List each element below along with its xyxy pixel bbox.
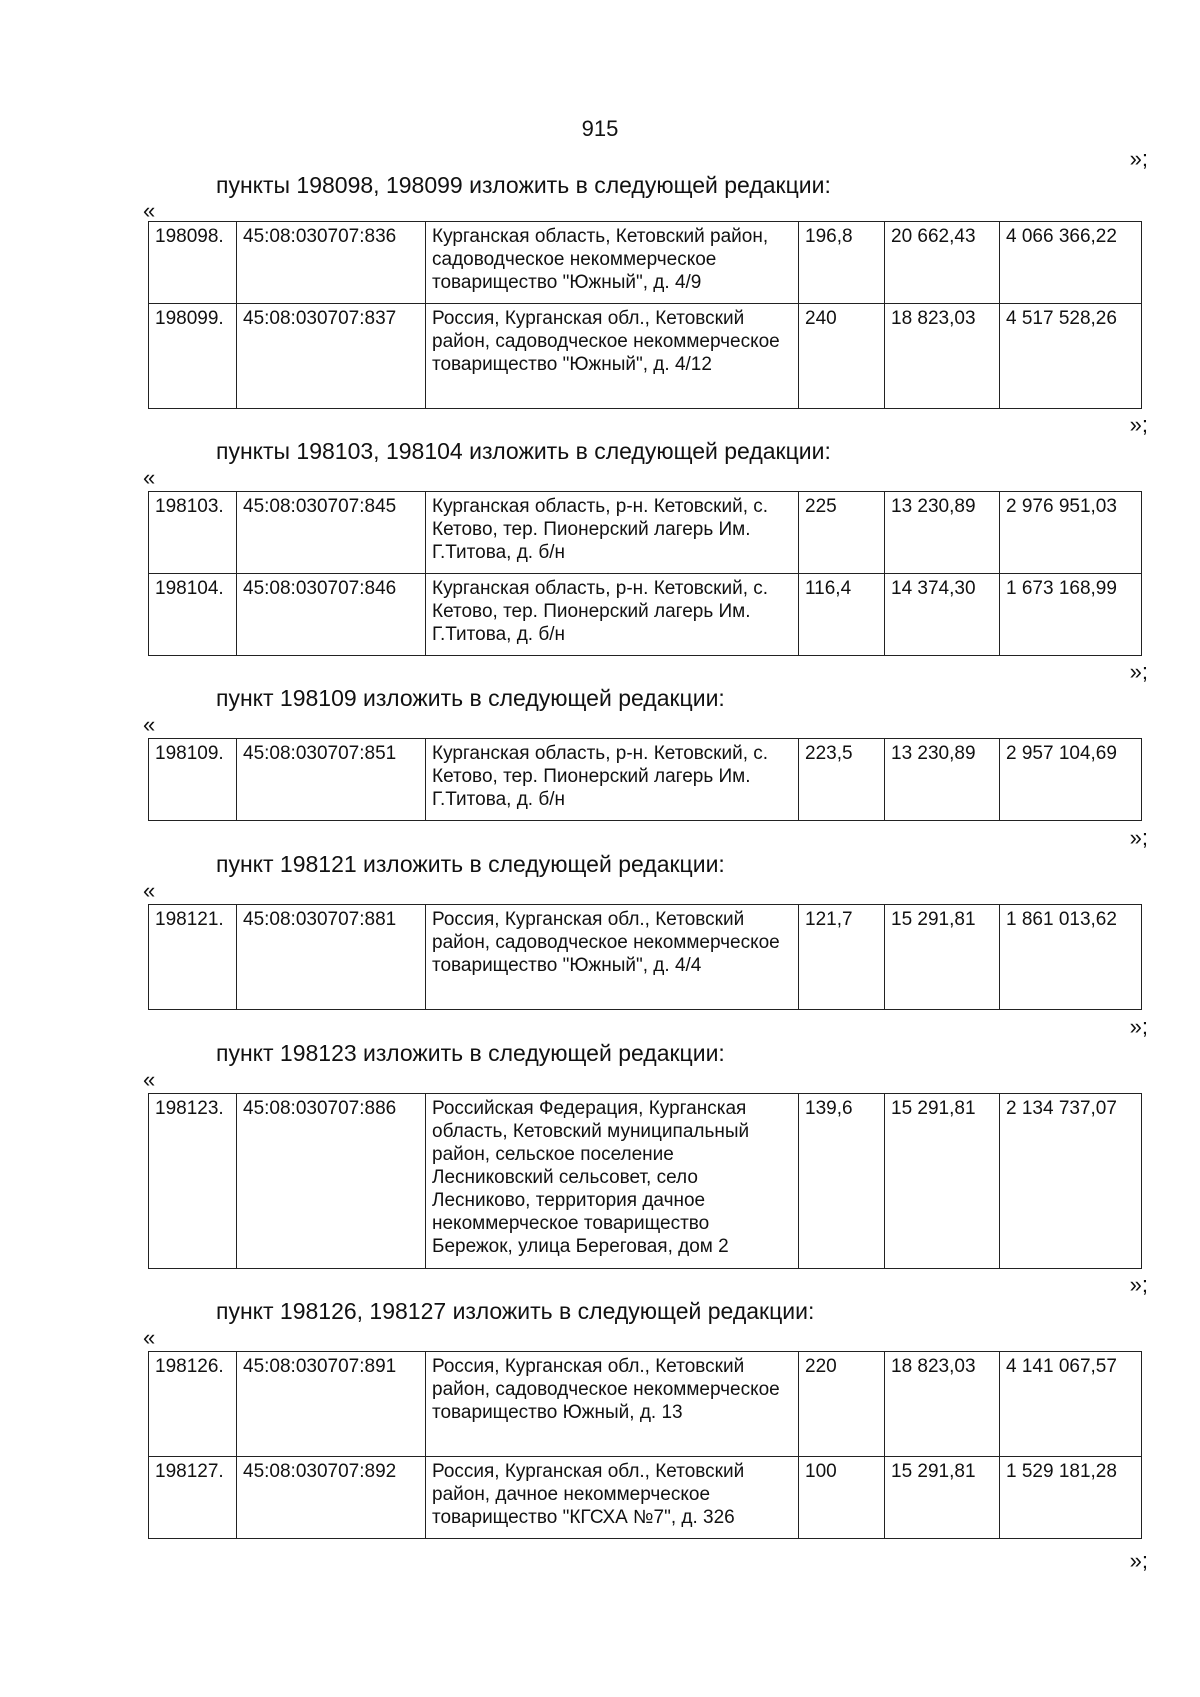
specific-value: 14 374,30 bbox=[885, 574, 1000, 656]
cadastral-number: 45:08:030707:846 bbox=[237, 574, 426, 656]
closing-quote: »; bbox=[1129, 1548, 1148, 1573]
item-number: 198099. bbox=[149, 304, 237, 409]
cadastral-number: 45:08:030707:891 bbox=[237, 1352, 426, 1457]
closing-quote: »; bbox=[1129, 825, 1148, 850]
table-row bbox=[149, 739, 1142, 821]
section-instruction: пункт 198123 изложить в следующей редакции: bbox=[216, 1040, 725, 1066]
specific-value: 15 291,81 bbox=[885, 1457, 1000, 1539]
area: 196,8 bbox=[799, 222, 885, 304]
cadastral-number: 45:08:030707:845 bbox=[237, 492, 426, 574]
closing-quote: »; bbox=[1129, 146, 1148, 171]
records-table bbox=[148, 221, 1142, 409]
table-row bbox=[149, 1457, 1142, 1539]
cadastral-value: 1 861 013,62 bbox=[1000, 905, 1142, 1010]
specific-value: 13 230,89 bbox=[885, 492, 1000, 574]
item-number: 198109. bbox=[149, 739, 237, 821]
area: 116,4 bbox=[799, 574, 885, 656]
specific-value: 15 291,81 bbox=[885, 1094, 1000, 1269]
opening-quote: « bbox=[143, 878, 156, 903]
records-table bbox=[148, 904, 1142, 1010]
area: 240 bbox=[799, 304, 885, 409]
address: Российская Федерация, Курганская область, Кетовский муниципальный район, сельское поселение Лесниковский сельсовет, село Лесниково, территория дачное некоммерческое товарищество Бережок, улица Береговая, дом 2 bbox=[426, 1094, 799, 1269]
cadastral-number: 45:08:030707:851 bbox=[237, 739, 426, 821]
closing-quote: »; bbox=[1129, 1272, 1148, 1297]
cadastral-number: 45:08:030707:836 bbox=[237, 222, 426, 304]
address: Россия, Курганская обл., Кетовский район, дачное некоммерческое товарищество "КГСХА №7", д. 326 bbox=[426, 1457, 799, 1539]
records-table bbox=[148, 1093, 1142, 1269]
cadastral-value: 4 066 366,22 bbox=[1000, 222, 1142, 304]
page-number: 915 bbox=[581, 116, 619, 141]
area: 139,6 bbox=[799, 1094, 885, 1269]
address: Курганская область, р-н. Кетовский, с. Кетово, тер. Пионерский лагерь Им. Г.Титова, д. б/н bbox=[426, 739, 799, 821]
cadastral-number: 45:08:030707:892 bbox=[237, 1457, 426, 1539]
opening-quote: « bbox=[143, 712, 156, 737]
item-number: 198126. bbox=[149, 1352, 237, 1457]
section-instruction: пункт 198126, 198127 изложить в следующей редакции: bbox=[216, 1298, 815, 1324]
cadastral-value: 4 517 528,26 bbox=[1000, 304, 1142, 409]
cadastral-number: 45:08:030707:886 bbox=[237, 1094, 426, 1269]
cadastral-value: 2 976 951,03 bbox=[1000, 492, 1142, 574]
cadastral-value: 1 529 181,28 bbox=[1000, 1457, 1142, 1539]
item-number: 198098. bbox=[149, 222, 237, 304]
item-number: 198123. bbox=[149, 1094, 237, 1269]
address: Курганская область, Кетовский район, садоводческое некоммерческое товарищество "Южный", д. 4/9 bbox=[426, 222, 799, 304]
specific-value: 15 291,81 bbox=[885, 905, 1000, 1010]
item-number: 198127. bbox=[149, 1457, 237, 1539]
opening-quote: « bbox=[143, 1325, 156, 1350]
records-table bbox=[148, 1351, 1142, 1539]
opening-quote: « bbox=[143, 1067, 156, 1092]
specific-value: 18 823,03 bbox=[885, 304, 1000, 409]
address: Россия, Курганская обл., Кетовский район, садоводческое некоммерческое товарищество "Южный", д. 4/4 bbox=[426, 905, 799, 1010]
section-instruction: пункты 198098, 198099 изложить в следующей редакции: bbox=[216, 172, 831, 198]
address: Россия, Курганская обл., Кетовский район, садоводческое некоммерческое товарищество "Южный", д. 4/12 bbox=[426, 304, 799, 409]
area: 121,7 bbox=[799, 905, 885, 1010]
closing-quote: »; bbox=[1129, 412, 1148, 437]
closing-quote: »; bbox=[1129, 1014, 1148, 1039]
opening-quote: « bbox=[143, 198, 156, 223]
section-instruction: пункт 198121 изложить в следующей редакции: bbox=[216, 851, 725, 877]
table-row bbox=[149, 222, 1142, 304]
records-table bbox=[148, 738, 1142, 821]
area: 223,5 bbox=[799, 739, 885, 821]
item-number: 198103. bbox=[149, 492, 237, 574]
table-row bbox=[149, 492, 1142, 574]
specific-value: 20 662,43 bbox=[885, 222, 1000, 304]
item-number: 198121. bbox=[149, 905, 237, 1010]
specific-value: 13 230,89 bbox=[885, 739, 1000, 821]
cadastral-value: 2 957 104,69 bbox=[1000, 739, 1142, 821]
cadastral-number: 45:08:030707:837 bbox=[237, 304, 426, 409]
area: 220 bbox=[799, 1352, 885, 1457]
table-row bbox=[149, 905, 1142, 1010]
section-instruction: пункты 198103, 198104 изложить в следующей редакции: bbox=[216, 438, 831, 464]
records-table bbox=[148, 491, 1142, 656]
section-instruction: пункт 198109 изложить в следующей редакции: bbox=[216, 685, 725, 711]
cadastral-value: 4 141 067,57 bbox=[1000, 1352, 1142, 1457]
cadastral-value: 1 673 168,99 bbox=[1000, 574, 1142, 656]
table-row bbox=[149, 304, 1142, 409]
cadastral-value: 2 134 737,07 bbox=[1000, 1094, 1142, 1269]
opening-quote: « bbox=[143, 465, 156, 490]
specific-value: 18 823,03 bbox=[885, 1352, 1000, 1457]
closing-quote: »; bbox=[1129, 659, 1148, 684]
table-row bbox=[149, 574, 1142, 656]
area: 225 bbox=[799, 492, 885, 574]
table-row bbox=[149, 1094, 1142, 1269]
item-number: 198104. bbox=[149, 574, 237, 656]
cadastral-number: 45:08:030707:881 bbox=[237, 905, 426, 1010]
address: Курганская область, р-н. Кетовский, с. Кетово, тер. Пионерский лагерь Им. Г.Титова, д. б/н bbox=[426, 574, 799, 656]
address: Россия, Курганская обл., Кетовский район, садоводческое некоммерческое товарищество Южный, д. 13 bbox=[426, 1352, 799, 1457]
area: 100 bbox=[799, 1457, 885, 1539]
address: Курганская область, р-н. Кетовский, с. Кетово, тер. Пионерский лагерь Им. Г.Титова, д. б/н bbox=[426, 492, 799, 574]
table-row bbox=[149, 1352, 1142, 1457]
